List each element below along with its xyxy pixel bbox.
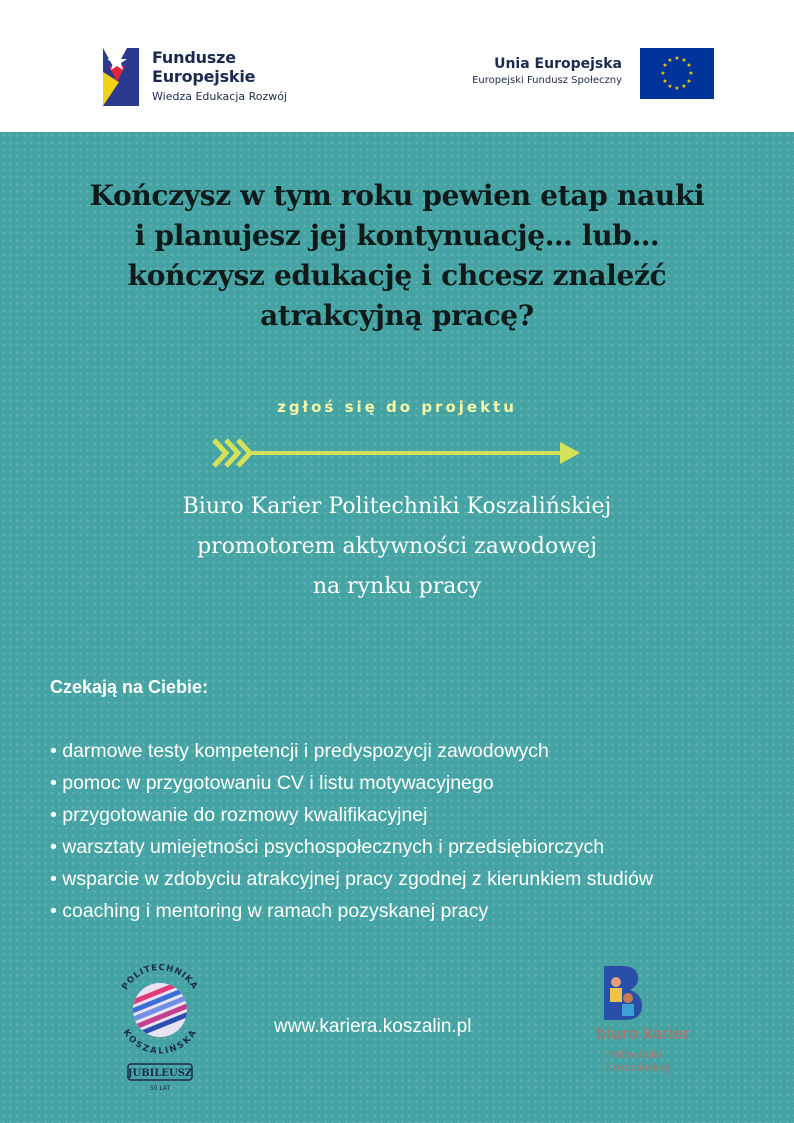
list-item: • darmowe testy kompetencji i predyspozycji zawodowych	[50, 740, 549, 762]
fe-title-line-1: Fundusze	[152, 48, 236, 67]
list-item: • przygotowanie do rozmowy kwalifikacyjnej	[50, 804, 428, 826]
benefits-list	[50, 735, 653, 927]
svg-text:★: ★	[674, 85, 680, 92]
promo-line-2: promotorem aktywności zawodowej	[197, 534, 597, 559]
fe-subtitle: Wiedza Edukacja Rozwój	[152, 90, 288, 103]
biuro-karier-mark-icon	[600, 964, 646, 1022]
headline	[40, 176, 754, 336]
header-bar	[0, 0, 794, 132]
bk-sub-line-2: Koszalińskiej	[606, 1062, 670, 1074]
list-item: • coaching i mentoring w ramach pozyskanej pracy	[50, 900, 489, 922]
svg-text:★: ★	[667, 83, 673, 90]
fundusze-europejskie-text	[152, 48, 287, 103]
svg-text:★: ★	[662, 78, 668, 85]
fundusze-europejskie-logo	[97, 42, 142, 112]
headline-line-1: Kończysz w tym roku pewien etap nauki	[89, 179, 705, 212]
svg-text:★: ★	[681, 83, 687, 90]
bk-subtitle	[606, 1049, 670, 1075]
cta-text: zgłoś się do projektu	[277, 398, 517, 416]
politechnika-koszalinska-logo	[112, 960, 208, 1096]
pk-top-text: POLITECHNIKA	[120, 962, 200, 992]
svg-text:★: ★	[662, 62, 668, 69]
pk-badge-sub: 50 LAT	[149, 1085, 171, 1092]
headline-line-4: atrakcyjną pracę?	[260, 299, 534, 332]
main-panel	[0, 132, 794, 1123]
bk-name: biuro karier	[596, 1024, 690, 1043]
pk-bottom-text: KOSZALIŃSKA	[120, 1027, 200, 1057]
waiting-heading: Czekają na Ciebie:	[50, 677, 209, 697]
bk-sub-line-1: Politechniki	[606, 1049, 662, 1061]
promo-line-3: na rynku pracy	[312, 574, 482, 599]
unia-europejska-text	[472, 56, 622, 86]
promo-text	[40, 487, 754, 607]
biuro-karier-logo	[596, 964, 726, 1079]
website-link[interactable]: www.kariera.koszalin.pl	[274, 1016, 472, 1037]
ue-subtitle: Europejski Fundusz Społeczny	[472, 75, 622, 86]
list-item: • warsztaty umiejętności psychospołecznych i przedsiębiorczych	[50, 836, 605, 858]
arrow-right-icon	[212, 435, 582, 471]
pk-badge-text: JUBILEUSZ	[127, 1068, 193, 1079]
promo-line-1: Biuro Karier Politechniki Koszalińskiej	[182, 494, 612, 519]
svg-text:★: ★	[688, 70, 694, 77]
svg-text:★: ★	[667, 57, 673, 64]
headline-line-3: kończysz edukację i chcesz znaleźć	[127, 259, 667, 292]
svg-text:★: ★	[660, 70, 666, 77]
list-item: • wsparcie w zdobyciu atrakcyjnej pracy zgodnej z kierunkiem studiów	[50, 868, 653, 890]
fe-title-line-2: Europejskie	[152, 67, 256, 86]
svg-text:★: ★	[686, 78, 692, 85]
eu-flag-icon	[640, 48, 714, 99]
svg-text:★: ★	[686, 62, 692, 69]
list-item: • pomoc w przygotowaniu CV i listu motywacyjnego	[50, 772, 494, 794]
headline-line-2: i planujesz jej kontynuację… lub…	[134, 219, 660, 252]
ue-title: Unia Europejska	[494, 56, 622, 72]
svg-text:★: ★	[681, 57, 687, 64]
svg-text:★: ★	[674, 55, 680, 62]
